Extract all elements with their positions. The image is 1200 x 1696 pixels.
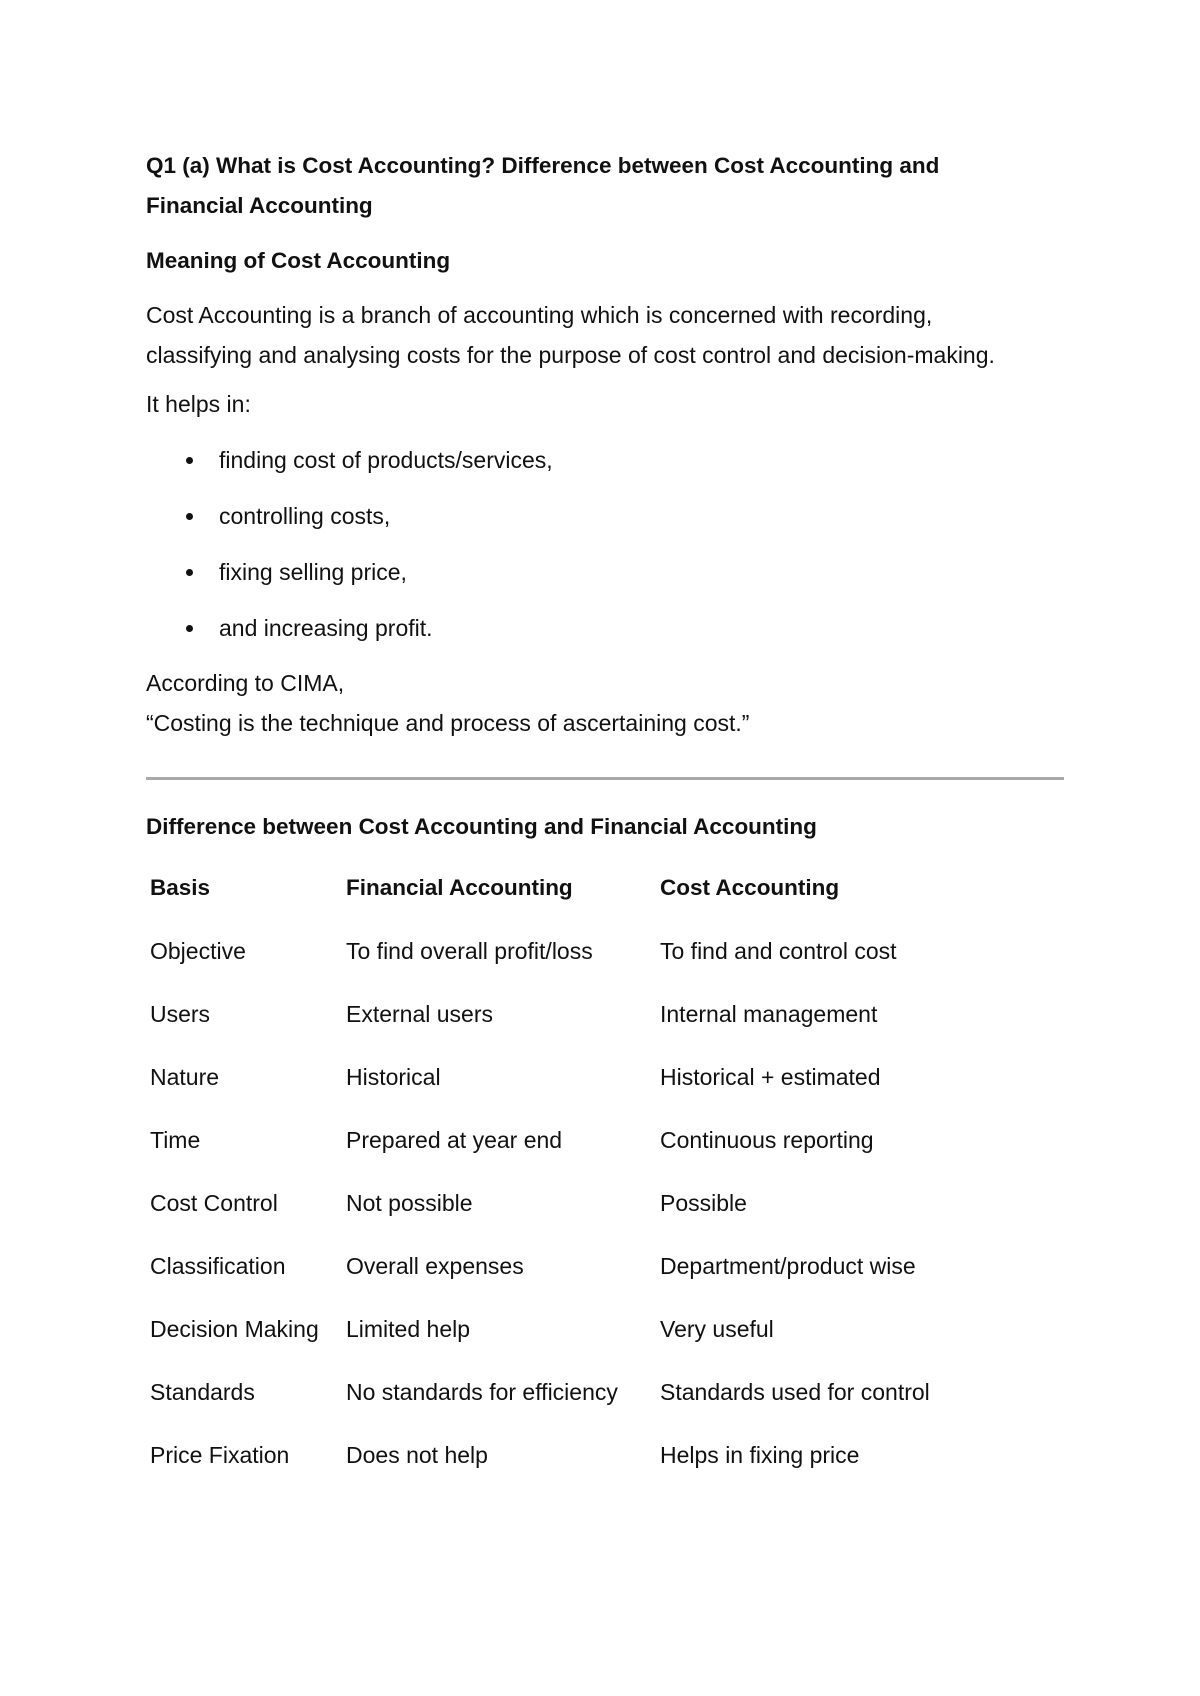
list-item-text: controlling costs,	[219, 503, 391, 529]
list-item	[146, 613, 1066, 643]
header-cost-accounting: Cost Accounting	[660, 874, 840, 900]
cell-basis: Decision Making	[150, 1315, 319, 1342]
cell-basis: Standards	[150, 1378, 255, 1405]
bullet-icon	[186, 513, 193, 520]
table-row	[150, 1234, 1060, 1297]
table-row	[150, 1423, 1060, 1486]
cell-financial: External users	[346, 1000, 494, 1027]
list-item-text: and increasing profit.	[219, 615, 433, 641]
cell-basis: Objective	[150, 937, 246, 964]
cell-financial: To find overall profit/loss	[346, 937, 593, 964]
cell-financial: No standards for efficiency	[346, 1378, 618, 1405]
list-item	[146, 445, 1066, 475]
cell-basis: Classification	[150, 1252, 286, 1279]
cell-financial: Limited help	[346, 1315, 471, 1342]
cell-financial: Overall expenses	[346, 1252, 524, 1279]
table-row	[150, 919, 1060, 982]
table-row	[150, 1171, 1060, 1234]
cell-basis: Users	[150, 1000, 211, 1027]
header-financial-accounting: Financial Accounting	[346, 874, 573, 900]
cell-basis: Time	[150, 1126, 201, 1153]
table-row	[150, 1045, 1060, 1108]
cell-financial: Not possible	[346, 1189, 473, 1216]
cell-basis: Price Fixation	[150, 1441, 290, 1468]
table-row	[150, 1297, 1060, 1360]
helps-intro: It helps in:	[146, 391, 251, 417]
difference-heading: Difference between Cost Accounting and Financial Accounting	[146, 814, 817, 839]
header-basis: Basis	[150, 874, 211, 900]
document-page	[146, 146, 1066, 1486]
definition-paragraph: Cost Accounting is a branch of accounting which is concerned with recording, classifying and analysing costs for the purpose of cost control and decision-making.	[146, 302, 995, 368]
cell-basis: Cost Control	[150, 1189, 278, 1216]
bullet-icon	[186, 625, 193, 632]
list-item-text: fixing selling price,	[219, 559, 407, 585]
cell-financial: Prepared at year end	[346, 1126, 563, 1153]
difference-table	[150, 856, 1060, 1486]
bullet-icon	[186, 569, 193, 576]
table-header-row	[150, 856, 1060, 919]
list-item	[146, 557, 1066, 587]
cima-intro: According to CIMA,	[146, 670, 345, 696]
cell-cost: Department/product wise	[660, 1252, 916, 1279]
cell-cost: Very useful	[660, 1315, 774, 1342]
cima-quote: “Costing is the technique and process of ascertaining cost.”	[146, 710, 750, 736]
cell-cost: Standards used for control	[660, 1378, 930, 1405]
table-row	[150, 982, 1060, 1045]
question-title: Q1 (a) What is Cost Accounting? Difference between Cost Accounting and Financial Accounting	[146, 153, 940, 218]
helps-list	[146, 445, 1066, 643]
table-row	[150, 1108, 1060, 1171]
cell-cost: Continuous reporting	[660, 1126, 874, 1153]
cell-financial: Historical	[346, 1063, 441, 1090]
section-divider	[146, 777, 1064, 780]
list-item-text: finding cost of products/services,	[219, 447, 553, 473]
cell-basis: Nature	[150, 1063, 220, 1090]
cell-cost: Helps in fixing price	[660, 1441, 860, 1468]
cell-cost: Possible	[660, 1189, 747, 1216]
cell-cost: Historical + estimated	[660, 1063, 881, 1090]
meaning-heading: Meaning of Cost Accounting	[146, 248, 451, 273]
list-item	[146, 501, 1066, 531]
bullet-icon	[186, 457, 193, 464]
table-row	[150, 1360, 1060, 1423]
cell-cost: Internal management	[660, 1000, 878, 1027]
cell-cost: To find and control cost	[660, 937, 897, 964]
cell-financial: Does not help	[346, 1441, 488, 1468]
